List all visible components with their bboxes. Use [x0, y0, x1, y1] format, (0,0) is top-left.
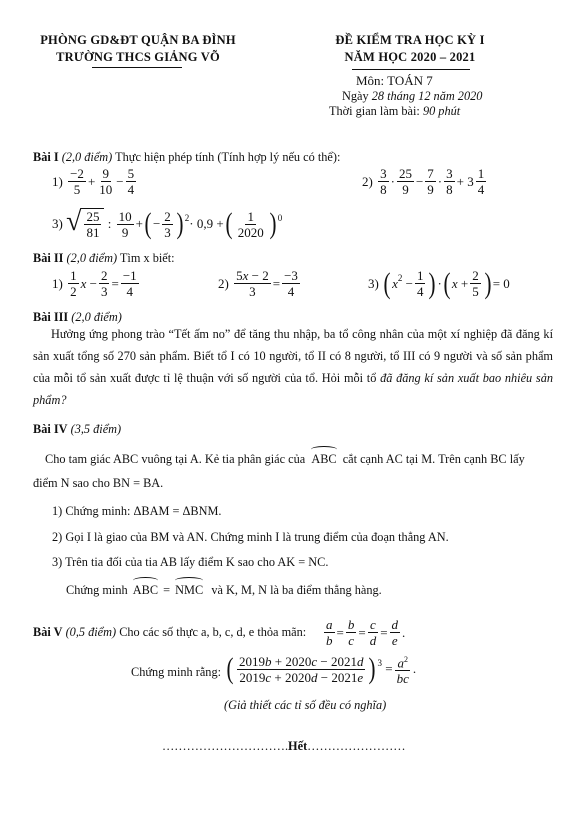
problem-2-equation-1: 1) $\frac{1}{2}$ x − $\frac{2}{3}$ = $\frac{-1}{4}$	[52, 268, 137, 299]
subject-label: Môn: TOÁN 7	[356, 73, 433, 88]
problem-4-intro: Cho tam giác ABC vuông tại A. Kẻ tia phân giác của ABC cắt cạnh AC tại M. Trên cạnh BC lấy	[45, 452, 525, 467]
problem-2-heading: Bài II (2,0 điểm) Tìm x biết:	[33, 251, 175, 265]
problem-1-expression-1: 1) $\frac{-2}{5}$ + $\frac{9}{10}$ − $\frac{5}{4}$	[52, 166, 135, 197]
school-department: PHÒNG GD&ĐT QUẬN BA ĐÌNH	[40, 33, 236, 47]
exam-date: Ngày 28 tháng 12 năm 2020	[342, 89, 483, 103]
school-year-underline	[352, 69, 470, 70]
problem-4-question-4: Chứng minh ABC = NMC và K, M, N là ba điểm thẳng hàng.	[66, 583, 382, 598]
angle-nmc-arc	[175, 577, 203, 584]
angle-abc-arc	[311, 446, 336, 453]
problem-5-prove-label: Chứng minh rằng:	[131, 665, 222, 679]
problem-4-intro-cont: điểm N sao cho BN = BA.	[33, 476, 164, 490]
problem-5-heading: Bài V (0,5 điểm) Cho các số thực a, b, c, d, e thỏa mãn:	[33, 625, 307, 639]
problem-1-expression-2: 2) $\frac{3}{8}$ · $\frac{25}{9}$ − $\frac{7}{9}$ · $\frac{3}{8}$ + 3 $\frac{1}{4}$	[362, 166, 485, 197]
problem-4-question-2: 2) Gọi I là giao của BM và AN. Chứng minh I là trung điểm của đoạn thẳng AN.	[52, 530, 449, 544]
problem-3-text: Hưởng ứng phong trào “Tết ấm no” để tăng thu nhập, ba tổ công nhân của một xí nghiệp đã đăng kí sản xuất tổng số 270 sản phẩm. Biết tổ I có 10 người, tổ II có 8 người, tổ III có 9 người và số sản phẩm của mỗi tổ sản xuất được tỉ lệ thuận với số người của tổ. Hỏi mỗi tổ đã đăng kí sản xuất bao nhiêu sản phẩm?	[33, 327, 553, 407]
exam-title: ĐỀ KIỂM TRA HỌC KỲ I	[335, 33, 485, 47]
problem-2-equation-3: 3) ( x 2 − $\frac{1}{4}$ ) · ( x + $\frac{2}{5}$ ) = 0	[368, 266, 510, 300]
problem-4-question-3: 3) Trên tia đối của tia AB lấy điểm K sao cho AK = NC.	[52, 555, 329, 569]
problem-3-heading: Bài III (2,0 điểm)	[33, 310, 122, 324]
school-name-underline	[92, 67, 182, 68]
end-marker: ………………………….Hết……………………	[162, 739, 406, 753]
school-year: NĂM HỌC 2020 – 2021	[344, 50, 476, 64]
problem-5-identity: ( $\frac{2019b + 2020c - 2021d}{2019c + 2020d - 2021e}$ ) 3 = $\frac{a^2}{bc}$ .	[226, 652, 417, 687]
problem-4-heading: Bài IV (3,5 điểm)	[33, 422, 122, 436]
exam-duration: Thời gian làm bài: 90 phút	[329, 104, 461, 118]
problem-5-ratios: $\frac{a}{b}$ = $\frac{b}{c}$ = $\frac{c}{d}$ = $\frac{d}{e}$ .	[326, 617, 406, 648]
problem-1-heading: Bài I (2,0 điểm) Thực hiện phép tính (Tính hợp lý nếu có thể):	[33, 150, 341, 164]
problem-2-equation-2: 2) $\frac{5x - 2}{3}$ = $\frac{-3}{4}$	[218, 268, 298, 299]
problem-1-expression-3: 3) √ $\frac{25}{81}$ : $\frac{10}{9}$ + ( − $\frac{2}{3}$ ) 2 · 0,9 + ( $\frac{1}{2020}$ ) 0	[52, 206, 283, 240]
problem-5-note: (Giả thiết các tỉ số đều có nghĩa)	[224, 698, 387, 712]
school-name: TRƯỜNG THCS GIẢNG VÕ	[56, 50, 220, 64]
problem-4-question-1: 1) Chứng minh: ΔBAM = ΔBNM.	[52, 504, 222, 518]
angle-abc-arc-2	[133, 577, 158, 584]
